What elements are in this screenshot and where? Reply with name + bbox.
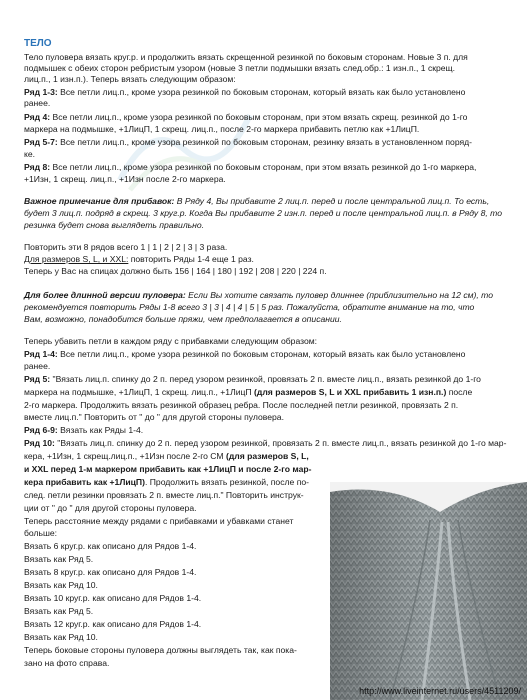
text-line: Ряд 10: "Вязать лиц.п. спинку до 2 п. перед узором резинкой, провязать 2 п. вместе лиц.п., вязать резинкой до 1-го мар-: [24, 438, 507, 448]
text-line: Ряд 4: Все петли лиц.п., кроме узора резинкой по боковым сторонам, при этом вязать скрещ. резинкой до 1-го: [24, 112, 468, 122]
text-line: Теперь боковые стороны пуловера должны выглядеть так, как пока-: [24, 645, 297, 655]
text-line: и XXL перед 1-м маркером прибавить как +1ЛицП и после 2-го мар-: [24, 464, 312, 474]
text-line: Повторить эти 8 рядов всего 1 | 1 | 2 | 2 | 3 | 3 раза.: [24, 242, 228, 252]
text-line: Для более длинной версии пуловера: Если Вы хотите связать пуловер длиннее (приблизительно на 12 см), то: [24, 290, 494, 300]
text-line: кера, +1Изн, 1 скрещ.лиц.п., +1Изн после 2-го СМ (для размеров S, L,: [24, 451, 309, 461]
text-line: Ряд 5-7: Все петли лиц.п., кроме узора резинкой по боковым сторонам, резинку вязать в установленном поряд-: [24, 137, 473, 147]
text-line: вместе лиц.п." Повторить от " до " для другой стороны пуловера.: [24, 412, 284, 422]
text-line: маркера на подмышке, +1ЛицП, 1 скрещ. лиц.п., +1ЛицП (для размеров S, L и XXL прибавить 1 изн.п.) после: [24, 387, 473, 397]
text-line: Ряд 8: Все петли лиц.п., кроме узора резинкой по боковым сторонам, при этом вязать резинкой до 1-го маркера,: [24, 162, 477, 172]
watermark-url: http://www.liveinternet.ru/users/4511209/: [359, 686, 521, 696]
text-line: Вязать 12 круг.р. как описано для Рядов 1-4.: [24, 619, 202, 629]
text-line: ранее.: [24, 98, 51, 108]
text-line: Вязать 10 круг.р. как описано для Рядов 1-4.: [24, 593, 202, 603]
text-line: Ряд 6-9: Вязать как Ряды 1-4.: [24, 425, 144, 435]
text-line: будет 3 лиц.п. подряд в скрещ. 3 круг.р. Когда Вы прибавите 2 изн.п. перед и после центральной лиц.п. в Ряду 8, то: [24, 208, 503, 218]
text-line: ке.: [24, 149, 36, 159]
text-line: Вязать 8 круг.р. как описано для Рядов 1-4.: [24, 567, 197, 577]
text-line: Вязать как Ряд 5.: [24, 606, 94, 616]
text-line: ранее.: [24, 361, 51, 371]
text-line: Вязать 6 круг.р. как описано для Рядов 1-4.: [24, 541, 197, 551]
text-line: зано на фото справа.: [24, 658, 110, 668]
text-line: резинка будет снова выглядеть правильно.: [24, 220, 205, 230]
text-line: Теперь расстояние между рядами с прибавками и убавками станет: [24, 516, 294, 526]
text-line: Теперь убавить петли в каждом ряду с прибавками следующим образом:: [24, 336, 318, 346]
text-line: Вязать как Ряд 5.: [24, 554, 94, 564]
text-line: Тело пуловера вязать круг.р. и продолжить вязать скрещенной резинкой по боковым сторонам. Новые 3 п. для: [24, 52, 468, 62]
text-line: Вам, возможно, понадобится больше пряжи, чем предполагается в описании.: [24, 314, 342, 324]
knitted-sweater-photo: [330, 482, 527, 700]
text-line: ции от " до " для другой стороны пуловера.: [24, 503, 197, 513]
text-line: Важное примечание для прибавок: В Ряду 4, Вы прибавите 2 лиц.п. перед и после центральной лиц.п. То есть,: [24, 196, 490, 206]
text-line: кера прибавить как +1ЛицП). Продолжить вязать резинкой, после по-: [24, 477, 309, 487]
text-line: подмышек с обеих сторон ребристым узором (новые 3 петли подмышки вязать след.обр.: 1 изн.п., 1 скрещ.: [24, 63, 456, 73]
text-line: Вязать как Ряд 10.: [24, 632, 98, 642]
text-line: Ряд 5: "Вязать лиц.п. спинку до 2 п. перед узором резинкой, провязать 2 п. вместе лиц.п., вязать резинкой до 1-го: [24, 374, 481, 384]
text-line: 2-го маркера. Продолжить вязать резинкой образец ребра. После последней петли резинкой, провязать 2 п.: [24, 400, 459, 410]
text-line: +1Изн, 1 скрещ. лиц.п., +1Изн после 2-го маркера.: [24, 174, 226, 184]
text-line: Теперь у Вас на спицах должно быть 156 | 164 | 180 | 192 | 208 | 220 | 224 п.: [24, 266, 327, 276]
text-line: лиц.п., 1 изн.п.). Теперь вязать следующим образом:: [24, 74, 236, 84]
text-line: Ряд 1-3: Все петли лиц.п., кроме узора резинкой по боковым сторонам, который вязать как было установлено: [24, 87, 466, 97]
text-line: рекомендуется повторить Ряды 1-8 всего 3 | 3 | 4 | 4 | 5 | 5 раз. Пожалуйста, обратите внимание на то, что: [24, 302, 475, 312]
text-line: больше:: [24, 528, 58, 538]
text-line: маркера на подмышке, +1ЛицП, 1 скрещ. лиц.п., после 2-го маркера прибавить петлю как +1ЛицП.: [24, 124, 420, 134]
text-line: след. петли резинки провязать 2 п. вместе лиц.п." Повторить инструк-: [24, 490, 304, 500]
text-line: Для размеров S, L, и XXL: повторить Ряды 1-4 еще 1 раз.: [24, 254, 254, 264]
text-line: Ряд 1-4: Все петли лиц.п., кроме узора резинкой по боковым сторонам, который вязать как было установлено: [24, 349, 466, 359]
section-title: ТЕЛО: [24, 38, 52, 49]
text-line: Вязать как Ряд 10.: [24, 580, 98, 590]
